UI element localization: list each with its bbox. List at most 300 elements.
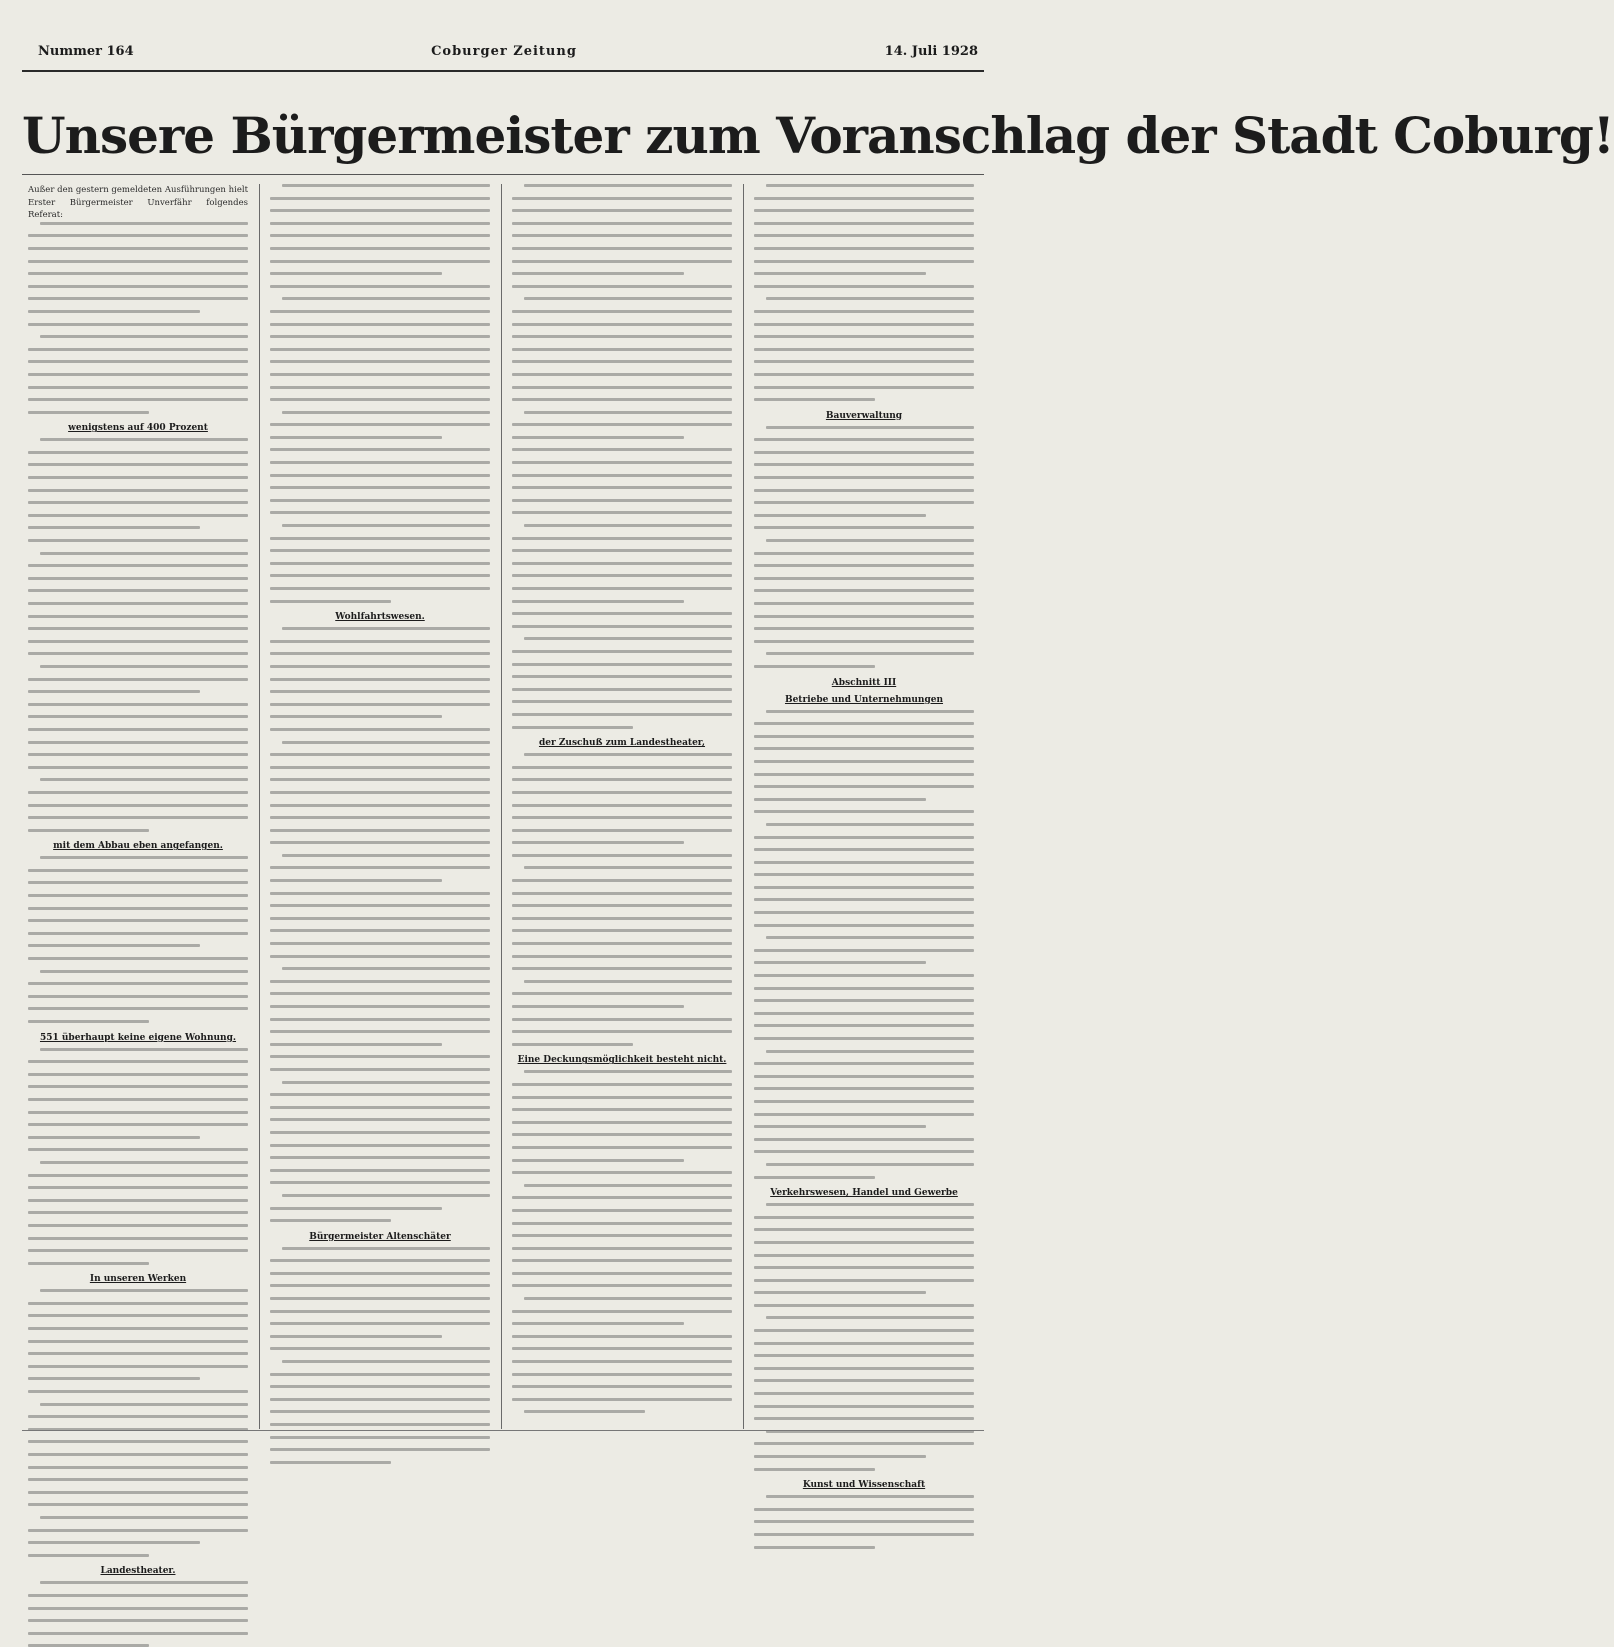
text-line — [270, 1461, 391, 1464]
text-line — [28, 1211, 248, 1214]
text-line — [524, 637, 732, 640]
text-line — [270, 1093, 490, 1096]
text-line — [512, 1043, 633, 1046]
text-line — [754, 360, 974, 363]
text-line — [270, 474, 490, 477]
text-line — [512, 197, 732, 200]
text-line — [754, 810, 974, 813]
text-line — [28, 1529, 248, 1532]
text-line — [28, 463, 248, 466]
text-line — [512, 879, 732, 882]
text-line — [270, 1018, 490, 1021]
article-column-1 — [22, 178, 254, 1577]
subheading: 551 überhaupt keine eigene Wohnung. — [39, 1032, 237, 1043]
issue-number: Nummer 164 — [38, 44, 134, 59]
text-line — [270, 398, 490, 401]
text-line — [754, 873, 974, 876]
subheading: Bauverwaltung — [825, 410, 903, 421]
text-line — [754, 1417, 974, 1420]
text-line — [524, 524, 732, 527]
text-line — [524, 980, 732, 983]
text-block — [28, 856, 248, 1023]
text-line — [270, 1310, 490, 1313]
text-line — [512, 804, 732, 807]
text-line — [754, 785, 974, 788]
text-line — [282, 854, 490, 857]
text-line — [754, 398, 875, 401]
text-line — [28, 894, 248, 897]
text-line — [28, 489, 248, 492]
text-line — [28, 577, 248, 580]
text-line — [28, 829, 149, 832]
text-line — [270, 703, 490, 706]
text-line — [28, 564, 248, 567]
text-line — [28, 690, 200, 693]
text-line — [754, 1455, 926, 1458]
text-line — [512, 310, 732, 313]
text-line — [512, 537, 732, 540]
text-line — [270, 728, 490, 731]
text-line — [40, 222, 248, 225]
text-line — [524, 1297, 732, 1300]
text-line — [754, 898, 974, 901]
text-line — [282, 741, 490, 744]
text-line — [512, 1121, 732, 1124]
text-line — [282, 411, 490, 414]
text-line — [512, 892, 732, 895]
text-line — [282, 1194, 490, 1197]
text-line — [282, 297, 490, 300]
subheading: Betriebe und Unternehmungen — [784, 694, 944, 705]
text-line — [512, 474, 732, 477]
text-block — [512, 753, 732, 1046]
text-line — [270, 486, 490, 489]
text-line — [28, 615, 248, 618]
text-line — [512, 373, 732, 376]
text-line — [270, 1219, 391, 1222]
text-line — [28, 285, 248, 288]
text-line — [28, 386, 248, 389]
text-line — [754, 197, 974, 200]
text-line — [28, 1619, 248, 1622]
text-line — [754, 987, 974, 990]
text-line — [28, 1020, 149, 1023]
text-line — [28, 1453, 248, 1456]
text-line — [512, 917, 732, 920]
text-line — [512, 700, 732, 703]
text-line — [40, 1581, 248, 1584]
text-line — [28, 1302, 248, 1305]
text-line — [270, 942, 490, 945]
text-line — [28, 869, 248, 872]
text-line — [28, 995, 248, 998]
text-line — [270, 804, 490, 807]
text-line — [754, 627, 974, 630]
text-line — [270, 917, 490, 920]
text-line — [512, 791, 732, 794]
text-line — [270, 323, 490, 326]
text-line — [512, 222, 732, 225]
text-line — [754, 924, 974, 927]
text-line — [270, 1385, 490, 1388]
text-line — [754, 760, 974, 763]
text-line — [754, 335, 974, 338]
text-line — [512, 1310, 732, 1313]
article-column-4 — [748, 178, 980, 1491]
text-line — [28, 1148, 248, 1151]
column-separator — [743, 184, 744, 1429]
text-line — [270, 1144, 490, 1147]
text-line — [512, 816, 732, 819]
text-line — [512, 1373, 732, 1376]
text-line — [754, 1379, 974, 1382]
text-line — [512, 942, 732, 945]
text-line — [512, 1030, 732, 1033]
text-line — [28, 1098, 248, 1101]
text-line — [28, 1136, 200, 1139]
text-line — [28, 1186, 248, 1189]
text-line — [270, 791, 490, 794]
text-line — [766, 936, 974, 939]
text-line — [512, 398, 732, 401]
text-line — [28, 791, 248, 794]
text-line — [28, 728, 248, 731]
text-line — [28, 411, 149, 414]
text-line — [754, 247, 974, 250]
text-line — [754, 974, 974, 977]
text-line — [270, 690, 490, 693]
text-line — [512, 904, 732, 907]
text-line — [28, 539, 248, 542]
text-line — [28, 1262, 149, 1265]
text-block — [28, 1289, 248, 1556]
text-line — [28, 1224, 248, 1227]
text-line — [270, 1043, 442, 1046]
text-line — [270, 1207, 442, 1210]
text-line — [28, 1466, 248, 1469]
text-line — [766, 1163, 974, 1166]
text-line — [28, 1111, 248, 1114]
text-line — [754, 836, 974, 839]
text-line — [512, 323, 732, 326]
text-line — [754, 798, 926, 801]
text-line — [270, 640, 490, 643]
subheading: der Zuschuß zum Landestheater, — [538, 738, 706, 749]
text-line — [270, 1181, 490, 1184]
text-line — [270, 715, 442, 718]
text-line — [754, 1508, 974, 1511]
text-line — [512, 1159, 684, 1162]
text-line — [754, 310, 974, 313]
text-line — [270, 310, 490, 313]
text-line — [28, 272, 248, 275]
text-line — [754, 1533, 974, 1536]
text-line — [28, 804, 248, 807]
text-block — [28, 1048, 248, 1265]
text-line — [270, 678, 490, 681]
text-line — [512, 549, 732, 552]
text-line — [754, 438, 974, 441]
text-line — [754, 999, 974, 1002]
text-line — [270, 904, 490, 907]
text-line — [512, 562, 732, 565]
text-line — [766, 1316, 974, 1319]
text-line — [754, 1228, 974, 1231]
text-line — [512, 1335, 732, 1338]
text-line — [754, 1150, 974, 1153]
text-line — [754, 640, 974, 643]
text-line — [270, 992, 490, 995]
text-line — [754, 1125, 926, 1128]
text-line — [270, 1322, 490, 1325]
text-line — [524, 753, 732, 756]
text-line — [754, 1354, 974, 1357]
text-line — [754, 323, 974, 326]
text-line — [754, 1520, 974, 1523]
text-line — [28, 753, 248, 756]
text-line — [28, 501, 248, 504]
text-line — [270, 537, 490, 540]
text-line — [270, 448, 490, 451]
text-line — [40, 856, 248, 859]
article-column-3 — [506, 178, 738, 1428]
text-line — [270, 980, 490, 983]
text-line — [270, 360, 490, 363]
text-line — [28, 1085, 248, 1088]
text-line — [754, 272, 926, 275]
text-line — [512, 713, 732, 716]
text-line — [40, 552, 248, 555]
text-line — [28, 627, 248, 630]
text-line — [524, 411, 732, 414]
text-line — [28, 652, 248, 655]
text-line — [270, 879, 442, 882]
text-block — [754, 1495, 974, 1548]
text-line — [754, 886, 974, 889]
text-block — [28, 222, 248, 414]
text-line — [754, 1100, 974, 1103]
text-line — [28, 919, 248, 922]
text-line — [28, 1415, 248, 1418]
text-line — [512, 234, 732, 237]
text-line — [754, 1329, 974, 1332]
text-line — [754, 1367, 974, 1370]
text-line — [28, 360, 248, 363]
text-line — [270, 423, 490, 426]
text-line — [28, 1123, 248, 1126]
subheading: Kunst und Wissenschaft — [802, 1480, 926, 1491]
text-line — [282, 184, 490, 187]
text-line — [270, 209, 490, 212]
text-line — [282, 1247, 490, 1250]
text-line — [512, 1108, 732, 1111]
text-line — [270, 1156, 490, 1159]
text-line — [40, 438, 248, 441]
text-line — [766, 1050, 974, 1053]
text-line — [754, 589, 974, 592]
text-line — [28, 589, 248, 592]
text-line — [512, 423, 732, 426]
text-line — [754, 861, 974, 864]
text-line — [270, 1436, 490, 1439]
text-line — [40, 1161, 248, 1164]
text-line — [28, 1365, 248, 1368]
text-line — [524, 297, 732, 300]
text-line — [512, 967, 732, 970]
text-line — [512, 929, 732, 932]
text-block — [754, 184, 974, 401]
subheading: Wohlfahrtswesen. — [335, 612, 425, 623]
text-block — [270, 184, 490, 603]
text-line — [270, 1068, 490, 1071]
text-line — [754, 602, 974, 605]
text-line — [270, 234, 490, 237]
text-line — [512, 1133, 732, 1136]
text-line — [282, 1360, 490, 1363]
text-line — [270, 574, 490, 577]
text-line — [28, 1060, 248, 1063]
text-line — [512, 260, 732, 263]
text-line — [754, 577, 974, 580]
text-line — [512, 1322, 684, 1325]
text-line — [270, 272, 442, 275]
text-line — [28, 982, 248, 985]
text-line — [766, 652, 974, 655]
text-line — [28, 310, 200, 313]
text-line — [754, 1138, 974, 1141]
text-line — [766, 426, 974, 429]
text-line — [40, 1403, 248, 1406]
text-line — [512, 841, 684, 844]
text-line — [270, 866, 490, 869]
text-line — [524, 1410, 645, 1413]
text-line — [28, 1491, 248, 1494]
text-line — [754, 911, 974, 914]
text-line — [28, 247, 248, 250]
text-line — [270, 766, 490, 769]
text-line — [512, 1360, 732, 1363]
text-line — [754, 463, 974, 466]
text-line — [270, 1297, 490, 1300]
text-line — [270, 929, 490, 932]
text-line — [270, 1448, 490, 1451]
text-line — [512, 272, 684, 275]
text-line — [754, 665, 875, 668]
text-line — [754, 1012, 974, 1015]
text-line — [512, 448, 732, 451]
page-header — [30, 44, 978, 66]
text-line — [270, 892, 490, 895]
column-separator — [501, 184, 502, 1429]
text-line — [754, 489, 974, 492]
text-line — [512, 1272, 732, 1275]
text-line — [512, 650, 732, 653]
text-line — [28, 816, 248, 819]
text-line — [270, 778, 490, 781]
subheading: Eine Deckungsmöglichkeit besteht nicht. — [517, 1055, 727, 1066]
text-line — [28, 297, 248, 300]
text-line — [754, 514, 926, 517]
text-line — [754, 1342, 974, 1345]
text-line — [28, 1607, 248, 1610]
text-line — [512, 688, 732, 691]
text-line — [40, 1289, 248, 1292]
text-line — [754, 848, 974, 851]
text-line — [512, 1222, 732, 1225]
text-line — [28, 451, 248, 454]
text-line — [270, 436, 442, 439]
text-line — [512, 574, 732, 577]
text-line — [270, 1106, 490, 1109]
text-line — [282, 967, 490, 970]
text-line — [28, 234, 248, 237]
text-line — [282, 627, 490, 630]
text-line — [28, 373, 248, 376]
text-line — [766, 823, 974, 826]
text-block — [512, 1070, 732, 1413]
text-line — [28, 1340, 248, 1343]
text-line — [512, 955, 732, 958]
text-line — [754, 1254, 974, 1257]
text-line — [270, 511, 490, 514]
text-block — [754, 710, 974, 1179]
text-line — [754, 552, 974, 555]
text-line — [754, 1037, 974, 1040]
text-line — [40, 970, 248, 973]
text-line — [270, 1030, 490, 1033]
newspaper-name: Coburger Zeitung — [431, 44, 577, 59]
text-line — [512, 1005, 684, 1008]
text-line — [270, 1005, 490, 1008]
text-line — [512, 600, 684, 603]
text-line — [754, 260, 974, 263]
text-line — [270, 1272, 490, 1275]
text-line — [512, 436, 684, 439]
text-line — [28, 1249, 248, 1252]
text-line — [270, 260, 490, 263]
text-line — [754, 1291, 926, 1294]
text-line — [512, 1347, 732, 1350]
text-line — [270, 1373, 490, 1376]
text-line — [270, 1335, 442, 1338]
text-line — [28, 881, 248, 884]
header-rule — [22, 70, 984, 72]
text-line — [28, 1327, 248, 1330]
text-line — [270, 753, 490, 756]
text-line — [512, 1234, 732, 1237]
text-line — [754, 1176, 875, 1179]
text-line — [270, 1118, 490, 1121]
text-line — [766, 539, 974, 542]
text-line — [270, 587, 490, 590]
text-line — [524, 1184, 732, 1187]
text-line — [512, 1171, 732, 1174]
text-line — [270, 386, 490, 389]
text-line — [270, 1347, 490, 1350]
text-line — [766, 1495, 974, 1498]
subheading: Verkehrswesen, Handel und Gewerbe — [770, 1188, 958, 1199]
text-line — [28, 1503, 248, 1506]
text-line — [270, 197, 490, 200]
text-line — [766, 710, 974, 713]
headline: Unsere Bürgermeister zum Voranschlag der Stadt Coburg! — [22, 106, 1614, 165]
text-line — [270, 247, 490, 250]
text-line — [512, 461, 732, 464]
text-line — [754, 773, 974, 776]
text-line — [512, 612, 732, 615]
text-line — [270, 1259, 490, 1262]
subheading: mit dem Abbau eben angefangen. — [53, 841, 223, 852]
